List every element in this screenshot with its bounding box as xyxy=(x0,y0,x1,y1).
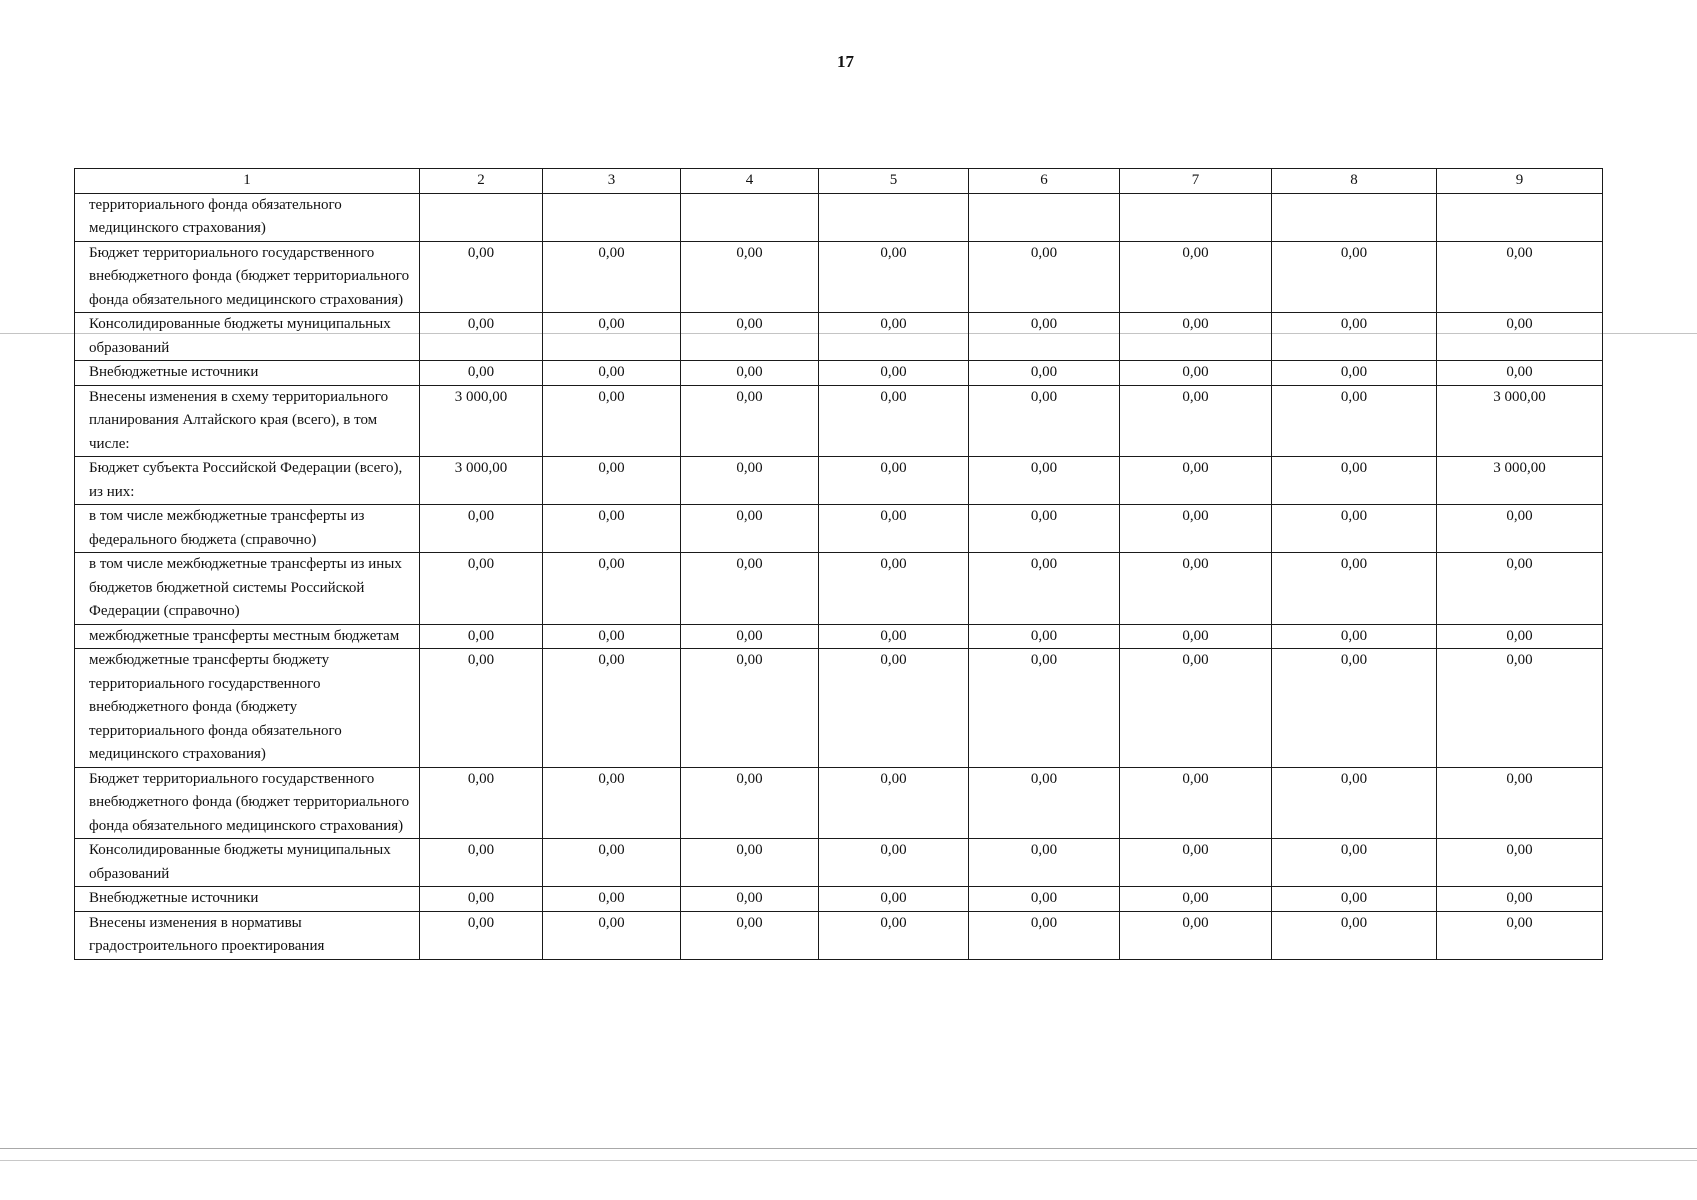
value-cell: 0,00 xyxy=(969,553,1120,625)
value-cell: 0,00 xyxy=(681,767,819,839)
value-cell: 0,00 xyxy=(681,241,819,313)
value-cell: 0,00 xyxy=(681,911,819,959)
value-cell: 0,00 xyxy=(819,911,969,959)
row-label: территориального фонда обязательного медицинского страхования) xyxy=(75,193,420,241)
value-cell: 0,00 xyxy=(819,361,969,386)
value-cell: 0,00 xyxy=(681,553,819,625)
value-cell: 0,00 xyxy=(1120,649,1272,768)
value-cell: 0,00 xyxy=(1120,887,1272,912)
value-cell: 0,00 xyxy=(681,385,819,457)
row-label: Внесены изменения в схему территориального планирования Алтайского края (всего), в том числе: xyxy=(75,385,420,457)
table-row xyxy=(75,361,1603,386)
value-cell: 0,00 xyxy=(1120,624,1272,649)
value-cell: 0,00 xyxy=(1272,887,1437,912)
value-cell: 0,00 xyxy=(420,241,543,313)
value-cell: 0,00 xyxy=(1272,553,1437,625)
value-cell: 0,00 xyxy=(1437,241,1603,313)
value-cell: 0,00 xyxy=(681,887,819,912)
value-cell: 0,00 xyxy=(1437,649,1603,768)
value-cell: 0,00 xyxy=(420,553,543,625)
row-label: Внесены изменения в нормативы градостроительного проектирования xyxy=(75,911,420,959)
value-cell: 0,00 xyxy=(420,887,543,912)
value-cell: 0,00 xyxy=(1437,361,1603,386)
value-cell: 0,00 xyxy=(543,887,681,912)
value-cell: 0,00 xyxy=(681,361,819,386)
table-row xyxy=(75,457,1603,505)
value-cell: 0,00 xyxy=(1120,385,1272,457)
value-cell: 0,00 xyxy=(543,313,681,361)
column-header-1: 1 xyxy=(75,169,420,194)
row-label: Бюджет территориального государственного внебюджетного фонда (бюджет территориального фонда обязательного медицинского страхования) xyxy=(75,767,420,839)
value-cell: 0,00 xyxy=(1120,911,1272,959)
value-cell: 0,00 xyxy=(819,505,969,553)
value-cell: 0,00 xyxy=(969,624,1120,649)
value-cell: 0,00 xyxy=(681,649,819,768)
value-cell: 0,00 xyxy=(1272,911,1437,959)
value-cell xyxy=(969,193,1120,241)
value-cell: 0,00 xyxy=(1437,887,1603,912)
column-header-8: 8 xyxy=(1272,169,1437,194)
value-cell: 0,00 xyxy=(543,385,681,457)
value-cell: 0,00 xyxy=(969,505,1120,553)
table-header-row xyxy=(75,169,1603,194)
value-cell: 0,00 xyxy=(1437,553,1603,625)
table-row xyxy=(75,839,1603,887)
value-cell: 0,00 xyxy=(1120,361,1272,386)
value-cell: 0,00 xyxy=(1272,649,1437,768)
value-cell: 0,00 xyxy=(969,241,1120,313)
value-cell: 0,00 xyxy=(819,313,969,361)
value-cell: 0,00 xyxy=(543,553,681,625)
value-cell: 0,00 xyxy=(1437,624,1603,649)
row-label: Бюджет субъекта Российской Федерации (всего), из них: xyxy=(75,457,420,505)
value-cell xyxy=(1437,193,1603,241)
table-row xyxy=(75,505,1603,553)
value-cell: 0,00 xyxy=(1437,767,1603,839)
table-row xyxy=(75,553,1603,625)
value-cell: 0,00 xyxy=(420,505,543,553)
column-header-9: 9 xyxy=(1437,169,1603,194)
value-cell: 0,00 xyxy=(420,767,543,839)
value-cell: 0,00 xyxy=(543,839,681,887)
row-label: Консолидированные бюджеты муниципальных образований xyxy=(75,313,420,361)
value-cell: 0,00 xyxy=(819,839,969,887)
value-cell: 0,00 xyxy=(819,457,969,505)
value-cell: 0,00 xyxy=(543,505,681,553)
value-cell: 0,00 xyxy=(1120,505,1272,553)
table-row xyxy=(75,911,1603,959)
table-row xyxy=(75,887,1603,912)
value-cell: 0,00 xyxy=(420,839,543,887)
value-cell: 0,00 xyxy=(420,624,543,649)
budget-table xyxy=(74,168,1603,960)
value-cell: 0,00 xyxy=(969,313,1120,361)
table-row xyxy=(75,649,1603,768)
value-cell: 0,00 xyxy=(1272,839,1437,887)
value-cell: 0,00 xyxy=(1272,313,1437,361)
value-cell: 0,00 xyxy=(1120,313,1272,361)
value-cell: 0,00 xyxy=(1272,767,1437,839)
value-cell xyxy=(543,193,681,241)
value-cell: 0,00 xyxy=(543,457,681,505)
value-cell: 0,00 xyxy=(543,241,681,313)
value-cell: 0,00 xyxy=(969,911,1120,959)
value-cell: 0,00 xyxy=(420,649,543,768)
value-cell: 0,00 xyxy=(543,649,681,768)
value-cell: 0,00 xyxy=(420,911,543,959)
value-cell xyxy=(1120,193,1272,241)
value-cell: 3 000,00 xyxy=(420,385,543,457)
value-cell: 0,00 xyxy=(1437,911,1603,959)
value-cell: 0,00 xyxy=(1437,505,1603,553)
column-header-4: 4 xyxy=(681,169,819,194)
value-cell xyxy=(681,193,819,241)
column-header-6: 6 xyxy=(969,169,1120,194)
column-header-5: 5 xyxy=(819,169,969,194)
value-cell: 0,00 xyxy=(969,887,1120,912)
value-cell: 0,00 xyxy=(1437,839,1603,887)
page-number-text: 17 xyxy=(837,52,854,71)
value-cell: 0,00 xyxy=(819,553,969,625)
value-cell: 0,00 xyxy=(1120,767,1272,839)
value-cell: 0,00 xyxy=(819,624,969,649)
value-cell: 0,00 xyxy=(681,505,819,553)
column-header-3: 3 xyxy=(543,169,681,194)
value-cell xyxy=(420,193,543,241)
value-cell: 0,00 xyxy=(819,649,969,768)
value-cell: 0,00 xyxy=(1272,385,1437,457)
row-label: Консолидированные бюджеты муниципальных образований xyxy=(75,839,420,887)
column-header-7: 7 xyxy=(1120,169,1272,194)
scan-line xyxy=(0,1148,1697,1149)
value-cell: 0,00 xyxy=(681,839,819,887)
value-cell: 0,00 xyxy=(1120,241,1272,313)
scan-line xyxy=(0,1160,1697,1161)
value-cell: 0,00 xyxy=(681,313,819,361)
row-label: в том числе межбюджетные трансферты из иных бюджетов бюджетной системы Российской Федерации (справочно) xyxy=(75,553,420,625)
table-row xyxy=(75,385,1603,457)
table-row xyxy=(75,767,1603,839)
row-label: межбюджетные трансферты бюджету территориального государственного внебюджетного фонда (бюджету территориального фонда обязательного медицинского страхования) xyxy=(75,649,420,768)
row-label: Бюджет территориального государственного внебюджетного фонда (бюджет территориального фонда обязательного медицинского страхования) xyxy=(75,241,420,313)
table-row xyxy=(75,313,1603,361)
value-cell: 3 000,00 xyxy=(420,457,543,505)
value-cell: 3 000,00 xyxy=(1437,385,1603,457)
value-cell: 0,00 xyxy=(969,767,1120,839)
value-cell: 0,00 xyxy=(543,767,681,839)
value-cell xyxy=(819,193,969,241)
value-cell: 0,00 xyxy=(543,361,681,386)
value-cell: 0,00 xyxy=(819,241,969,313)
value-cell: 0,00 xyxy=(420,361,543,386)
row-label: межбюджетные трансферты местным бюджетам xyxy=(75,624,420,649)
value-cell: 0,00 xyxy=(681,624,819,649)
value-cell: 0,00 xyxy=(420,313,543,361)
value-cell: 3 000,00 xyxy=(1437,457,1603,505)
value-cell xyxy=(1272,193,1437,241)
value-cell: 0,00 xyxy=(1272,457,1437,505)
value-cell: 0,00 xyxy=(681,457,819,505)
value-cell: 0,00 xyxy=(969,385,1120,457)
value-cell: 0,00 xyxy=(819,887,969,912)
value-cell: 0,00 xyxy=(543,624,681,649)
table-row xyxy=(75,241,1603,313)
value-cell: 0,00 xyxy=(969,361,1120,386)
value-cell: 0,00 xyxy=(1437,313,1603,361)
value-cell: 0,00 xyxy=(1272,241,1437,313)
table-row xyxy=(75,193,1603,241)
row-label: Внебюджетные источники xyxy=(75,887,420,912)
value-cell: 0,00 xyxy=(1272,624,1437,649)
budget-table-container xyxy=(74,168,1602,960)
value-cell: 0,00 xyxy=(543,911,681,959)
value-cell: 0,00 xyxy=(819,767,969,839)
value-cell: 0,00 xyxy=(969,649,1120,768)
table-body xyxy=(75,193,1603,959)
row-label: Внебюджетные источники xyxy=(75,361,420,386)
value-cell: 0,00 xyxy=(1120,839,1272,887)
row-label: в том числе межбюджетные трансферты из федерального бюджета (справочно) xyxy=(75,505,420,553)
value-cell: 0,00 xyxy=(819,385,969,457)
table-row xyxy=(75,624,1603,649)
column-header-2: 2 xyxy=(420,169,543,194)
value-cell: 0,00 xyxy=(1120,457,1272,505)
value-cell: 0,00 xyxy=(969,457,1120,505)
value-cell: 0,00 xyxy=(1272,361,1437,386)
value-cell: 0,00 xyxy=(1272,505,1437,553)
value-cell: 0,00 xyxy=(1120,553,1272,625)
value-cell: 0,00 xyxy=(969,839,1120,887)
